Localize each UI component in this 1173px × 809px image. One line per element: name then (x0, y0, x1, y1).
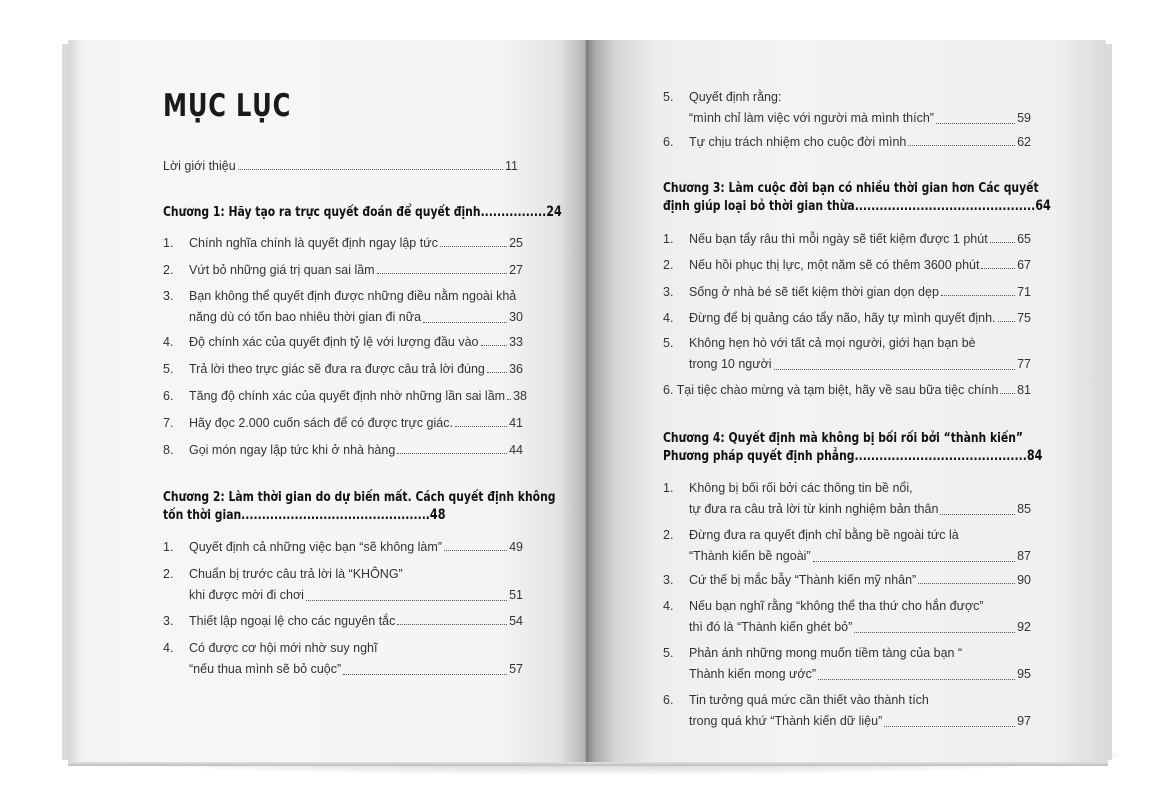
entry-text: Chính nghĩa chính là quyết định ngay lập tức (189, 236, 438, 250)
entry-number: 4. (663, 311, 674, 325)
entry-number: 6. (663, 135, 674, 149)
entry-text-line1: Có được cơ hội mới nhờ suy nghĩ (189, 641, 378, 655)
toc-entry (663, 283, 1031, 301)
leader-dots (423, 322, 507, 323)
chapter-page-number: 24 (546, 204, 562, 220)
leader-dots (941, 295, 1015, 296)
toc-entry (663, 690, 1031, 732)
chapter-page-number: 64 (1035, 198, 1051, 214)
toc-entry (663, 333, 1031, 375)
entry-text: Cứ thế bị mắc bẫy “Thành kiến mỹ nhân” (689, 573, 917, 587)
entry-number: 5. (163, 362, 174, 376)
entry-text: Đừng để bị quảng cáo tẩy não, hãy tự mình quyết định. (689, 311, 996, 325)
leader-dots (238, 169, 503, 170)
chapter-title-line1: Chương 2: Làm thời gian do dự biến mất. Cách quyết định không (163, 489, 556, 505)
entry-page: 41 (509, 416, 523, 430)
leader-dots (990, 242, 1015, 243)
leader-dots (818, 679, 1015, 680)
entry-page: 38 (513, 389, 527, 403)
entry-text-line1: Không hẹn hò với tất cả mọi người, giới hạn bạn bè (689, 336, 976, 350)
leader-dots: ............................................ (854, 198, 1036, 214)
entry-number: 4. (163, 641, 174, 655)
entry-number: 1. (163, 540, 174, 554)
leader-dots (936, 123, 1015, 124)
chapter-title-line2: tốn thời gian (163, 507, 242, 523)
entry-number: 4. (663, 599, 674, 613)
chapter-page-number: 48 (429, 507, 446, 523)
leader-dots (397, 453, 507, 454)
entry-number: 1. (663, 232, 674, 246)
entry-text-line2: trong quá khứ “Thành kiến dữ liệu” (689, 714, 883, 728)
chapter-page-number: 84 (1026, 448, 1043, 464)
leader-dots (774, 369, 1016, 370)
chapter-heading-2 (163, 488, 590, 524)
entry-text-line2: tự đưa ra câu trả lời từ kinh nghiệm bản thân (689, 502, 939, 516)
entry-page: 90 (1017, 573, 1031, 587)
entry-number: 2. (163, 567, 174, 581)
toc-entry (663, 133, 1031, 151)
leader-dots (854, 632, 1015, 633)
toc-entry (163, 538, 523, 556)
entry-number: 5. (663, 646, 674, 660)
toc-entry (163, 234, 523, 252)
toc-entry (163, 612, 523, 630)
entry-page: 49 (509, 540, 523, 554)
entry-page: 95 (1017, 667, 1031, 681)
toc-entry (663, 478, 1031, 520)
entry-page: 59 (1017, 111, 1031, 125)
toc-entry (163, 360, 523, 378)
entry-page: 85 (1017, 502, 1031, 516)
entry-text-line2: năng dù có tốn bao nhiêu thời gian đi nữa (189, 310, 422, 324)
leader-dots (306, 600, 507, 601)
entry-text-line2: thì đó là “Thành kiến ghét bỏ” (689, 620, 853, 634)
leader-dots (487, 372, 507, 373)
entry-page: 54 (509, 614, 523, 628)
toc-entry (163, 638, 523, 680)
leader-dots (813, 561, 1015, 562)
entry-text-line2: Thành kiến mong ước” (689, 667, 817, 681)
toc-entry (663, 309, 1031, 327)
toc-entry (663, 230, 1031, 248)
entry-text-line2: “Thành kiến bề ngoài” (689, 549, 811, 563)
entry-number: 5. (663, 90, 674, 104)
entry-text: Sống ở nhà bé sẽ tiết kiệm thời gian dọn dẹp (689, 285, 939, 299)
chapter-title-line1: Chương 4: Quyết định mà không bị bối rối bởi “thành kiến” (663, 430, 1023, 446)
leader-dots (444, 550, 507, 551)
chapter-title-line2: Phương pháp quyết định phẳng (663, 448, 855, 464)
toc-title: MỤC LỤC (163, 88, 292, 124)
leader-dots (981, 268, 1015, 269)
entry-text: 6. Tại tiệc chào mừng và tạm biệt, hãy về sau bữa tiệc chính (663, 383, 999, 397)
entry-page: 44 (509, 443, 523, 457)
entry-text: Tăng độ chính xác của quyết định nhờ những lần sai lầm (189, 389, 506, 403)
toc-entry-text: Lời giới thiệu (163, 159, 236, 173)
entry-text-line2: “mình chỉ làm việc với người mà mình thích” (689, 111, 934, 125)
toc-entry (163, 261, 523, 279)
entry-text: Quyết định cả những việc bạn “sẽ không làm” (189, 540, 442, 554)
toc-entry (163, 333, 523, 351)
entry-page: 30 (509, 310, 523, 324)
entry-text: Trả lời theo trực giác sẽ đưa ra được câu trả lời đúng (189, 362, 485, 376)
leader-dots (507, 399, 511, 400)
toc-entry (663, 643, 1031, 685)
entry-text-line1: Chuẩn bị trước câu trả lời là “KHÔNG” (189, 567, 403, 581)
entry-page: 67 (1017, 258, 1031, 272)
entry-text-line2: khi được mời đi chơi (189, 588, 304, 602)
leader-dots (940, 514, 1015, 515)
entry-text-line2: trong 10 người (689, 357, 772, 371)
leader-dots (998, 321, 1016, 322)
entry-text-line1: Quyết định rằng: (689, 90, 782, 104)
entry-page: 75 (1017, 311, 1031, 325)
entry-text: Nếu hồi phục thị lực, một năm sẽ có thêm 3600 phút (689, 258, 980, 272)
entry-number: 1. (663, 481, 674, 495)
entry-page: 92 (1017, 620, 1031, 634)
entry-text-line1: Không bị bối rối bởi các thông tin bề nổi, (689, 481, 913, 495)
leader-dots: .............................................. (241, 507, 430, 523)
leader-dots: ................ (480, 204, 547, 220)
entry-text-line1: Tin tưởng quá mức cần thiết vào thành tích (689, 693, 929, 707)
entry-text: Tự chịu trách nhiệm cho cuộc đời mình (689, 135, 907, 149)
entry-text: Gọi món ngay lập tức khi ở nhà hàng (189, 443, 396, 457)
toc-entry (663, 571, 1031, 589)
entry-number: 5. (663, 336, 674, 350)
open-book (68, 40, 1108, 768)
leader-dots (397, 624, 507, 625)
leader-dots (440, 246, 507, 247)
entry-text-line2: “nếu thua mình sẽ bỏ cuộc” (189, 662, 342, 676)
entry-page: 71 (1017, 285, 1031, 299)
entry-number: 2. (663, 258, 674, 272)
toc-entry (163, 387, 527, 405)
toc-entry (163, 414, 523, 432)
entry-number: 3. (163, 614, 174, 628)
entry-page: 57 (509, 662, 523, 676)
toc-entry (163, 564, 523, 606)
entry-text: Độ chính xác của quyết định tỷ lệ với lượng đầu vào (189, 335, 479, 349)
toc-entry (663, 256, 1031, 274)
entry-text: Vứt bỏ những giá trị quan sai lầm (189, 263, 375, 277)
entry-text-line1: Phản ánh những mong muốn tiềm tàng của bạn “ (689, 646, 963, 660)
leader-dots (377, 273, 508, 274)
entry-text-line1: Đừng đưa ra quyết định chỉ bằng bề ngoài tức là (689, 528, 959, 542)
leader-dots (884, 726, 1015, 727)
entry-page: 65 (1017, 232, 1031, 246)
toc-entry (163, 286, 523, 328)
entry-number: 8. (163, 443, 174, 457)
entry-text: Hãy đọc 2.000 cuốn sách để có được trực giác. (189, 416, 453, 430)
leader-dots (455, 426, 507, 427)
entry-page: 97 (1017, 714, 1031, 728)
entry-number: 6. (663, 693, 674, 707)
right-page (586, 40, 1106, 762)
chapter-heading-4 (663, 429, 1106, 465)
entry-number: 1. (163, 236, 174, 250)
entry-number: 2. (163, 263, 174, 277)
entry-page: 62 (1017, 135, 1031, 149)
entry-number: 3. (663, 573, 674, 587)
entry-text-line1: Nếu bạn nghĩ rằng “không thể tha thứ cho hắn được” (689, 599, 984, 613)
left-page (68, 40, 590, 762)
entry-page: 51 (509, 588, 523, 602)
toc-entry (663, 87, 1031, 129)
entry-number: 6. (163, 389, 174, 403)
toc-entry (663, 525, 1031, 567)
toc-entry (663, 596, 1031, 638)
entry-page: 27 (509, 263, 523, 277)
chapter-heading-1 (163, 203, 590, 221)
entry-number: 2. (663, 528, 674, 542)
toc-intro (163, 157, 518, 175)
entry-number: 7. (163, 416, 174, 430)
entry-page: 33 (509, 335, 523, 349)
entry-text: Thiết lập ngoại lệ cho các nguyên tắc (189, 614, 396, 628)
leader-dots (343, 674, 507, 675)
entry-page: 77 (1017, 357, 1031, 371)
toc-entry (663, 381, 1031, 399)
chapter-title: Chương 1: Hãy tạo ra trực quyết đoán để quyết định (163, 204, 481, 220)
entry-number: 4. (163, 335, 174, 349)
chapter-title-line1: Chương 3: Làm cuộc đời bạn có nhiều thời gian hơn Các quyết (663, 180, 1039, 196)
entry-number: 3. (663, 285, 674, 299)
chapter-title-line2: định giúp loại bỏ thời gian thừa (663, 198, 855, 214)
entry-number: 3. (163, 289, 174, 303)
toc-entry (163, 441, 523, 459)
leader-dots (481, 345, 508, 346)
chapter-heading-3 (663, 179, 1106, 215)
entry-page: 36 (509, 362, 523, 376)
entry-page: 25 (509, 236, 523, 250)
entry-text-line1: Bạn không thể quyết định được những điều nằm ngoài khả (189, 289, 517, 303)
entry-text: Nếu bạn tẩy râu thì mỗi ngày sẽ tiết kiệm được 1 phút (689, 232, 988, 246)
leader-dots (1000, 393, 1015, 394)
entry-page: 81 (1017, 383, 1031, 397)
leader-dots (908, 145, 1015, 146)
toc-page-number: 11 (505, 159, 518, 173)
entry-page: 87 (1017, 549, 1031, 563)
leader-dots (918, 583, 1015, 584)
leader-dots: .......................................... (854, 448, 1027, 464)
